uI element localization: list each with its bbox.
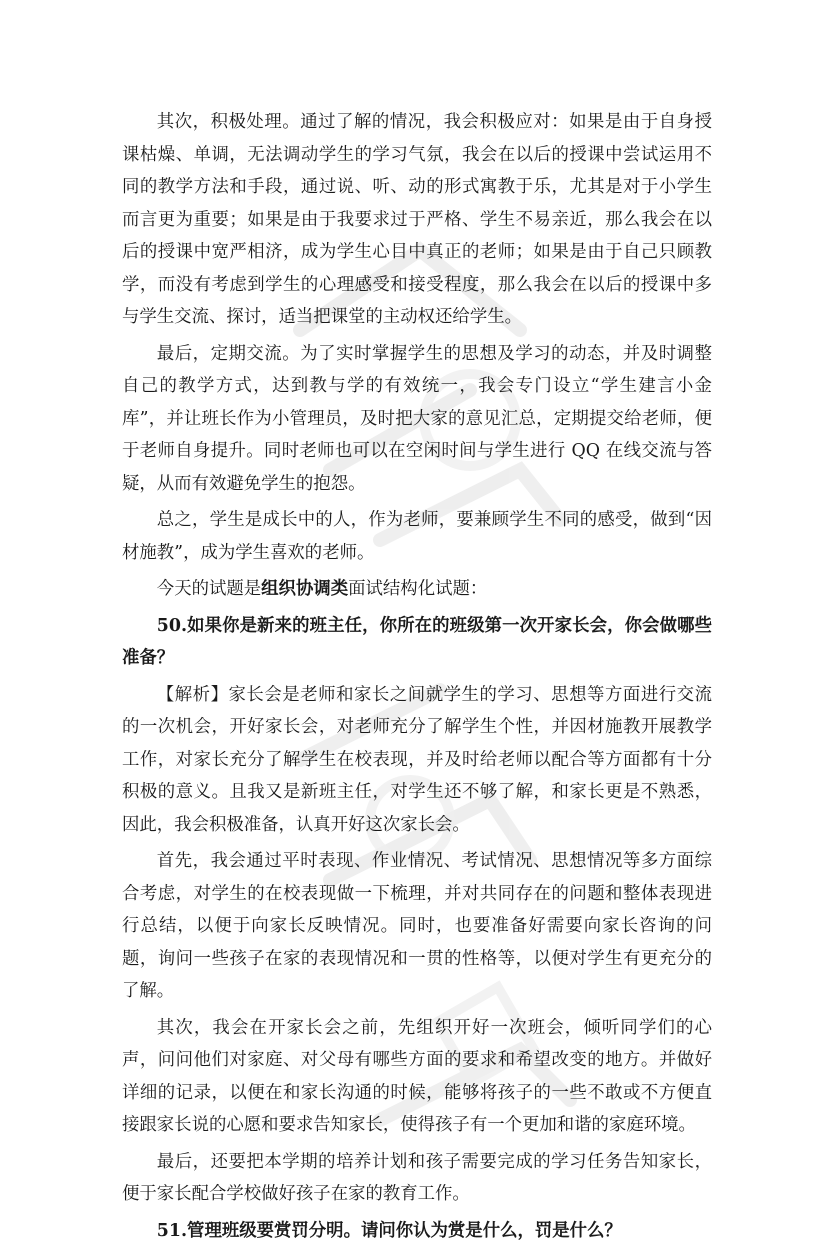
document-body — [122, 106, 712, 1247]
paragraph-second-step: 其次，我会在开家长会之前，先组织开好一次班会，倾听同学们的心声，问问他们对家庭、对父母有哪些方面的要求和希望改变的地方。并做好详细的记录，以便在和家长沟通的时候，能够将孩子的一些不敢或不方便直接跟家长说的心愿和要求告知家长，使得孩子有一个更加和谐的家庭环境。 — [122, 1012, 712, 1142]
question-50-heading: 50.如果你是新来的班主任，你所在的班级第一次开家长会，你会做哪些准备？ — [122, 610, 712, 675]
question-category: 组织协调类 — [261, 579, 348, 599]
intro-text-before: 今天的试题是 — [157, 579, 261, 599]
paragraph-summary: 总之，学生是成长中的人，作为老师，要兼顾学生不同的感受，做到“因材施教”，成为学生喜欢的老师。 — [122, 504, 712, 569]
paragraph-final-step: 最后，还要把本学期的培养计划和孩子需要完成的学习任务告知家长，便于家长配合学校做好孩子在家的教育工作。 — [122, 1146, 712, 1211]
question-51-heading: 51.管理班级要赏罚分明。请问你认为赏是什么，罚是什么？ — [122, 1215, 712, 1247]
intro-text-after: 面试结构化试题： — [348, 579, 487, 599]
paragraph-analysis: 【解析】家长会是老师和家长之间就学生的学习、思想等方面进行交流的一次机会，开好家长会，对老师充分了解学生个性，并因材施教开展教学工作，对家长充分了解学生在校表现，并及时给老师以配合等方面都有十分积极的意义。且我又是新班主任，对学生还不够了解，和家长更是不熟悉，因此，我会积极准备，认真开好这次家长会。 — [122, 679, 712, 842]
paragraph-first-step: 首先，我会通过平时表现、作业情况、考试情况、思想情况等多方面综合考虑，对学生的在校表现做一下梳理，并对共同存在的问题和整体表现进行总结，以便于向家长反映情况。同时，也要准备好需要向家长咨询的问题，询问一些孩子在家的表现情况和一贯的性格等，以便对学生有更充分的了解。 — [122, 845, 712, 1008]
paragraph-today-question-intro — [122, 573, 712, 606]
paragraph-positive-handling: 其次，积极处理。通过了解的情况，我会积极应对：如果是由于自身授课枯燥、单调，无法调动学生的学习气氛，我会在以后的授课中尝试运用不同的教学方法和手段，通过说、听、动的形式寓教于乐，尤其是对于小学生而言更为重要；如果是由于我要求过于严格、学生不易亲近，那么我会在以后的授课中宽严相济，成为学生心目中真正的老师；如果是由于自己只顾教学，而没有考虑到学生的心理感受和接受程度，那么我会在以后的授课中多与学生交流、探讨，适当把课堂的主动权还给学生。 — [122, 106, 712, 334]
paragraph-regular-communication: 最后，定期交流。为了实时掌握学生的思想及学习的动态，并及时调整自己的教学方式，达到教与学的有效统一，我会专门设立“学生建言小金库”，并让班长作为小管理员，及时把大家的意见汇总，定期提交给老师，便于老师自身提升。同时老师也可以在空闲时间与学生进行 QQ 在线交流与答疑，从而有效避免学生的抱怨。 — [122, 338, 712, 501]
